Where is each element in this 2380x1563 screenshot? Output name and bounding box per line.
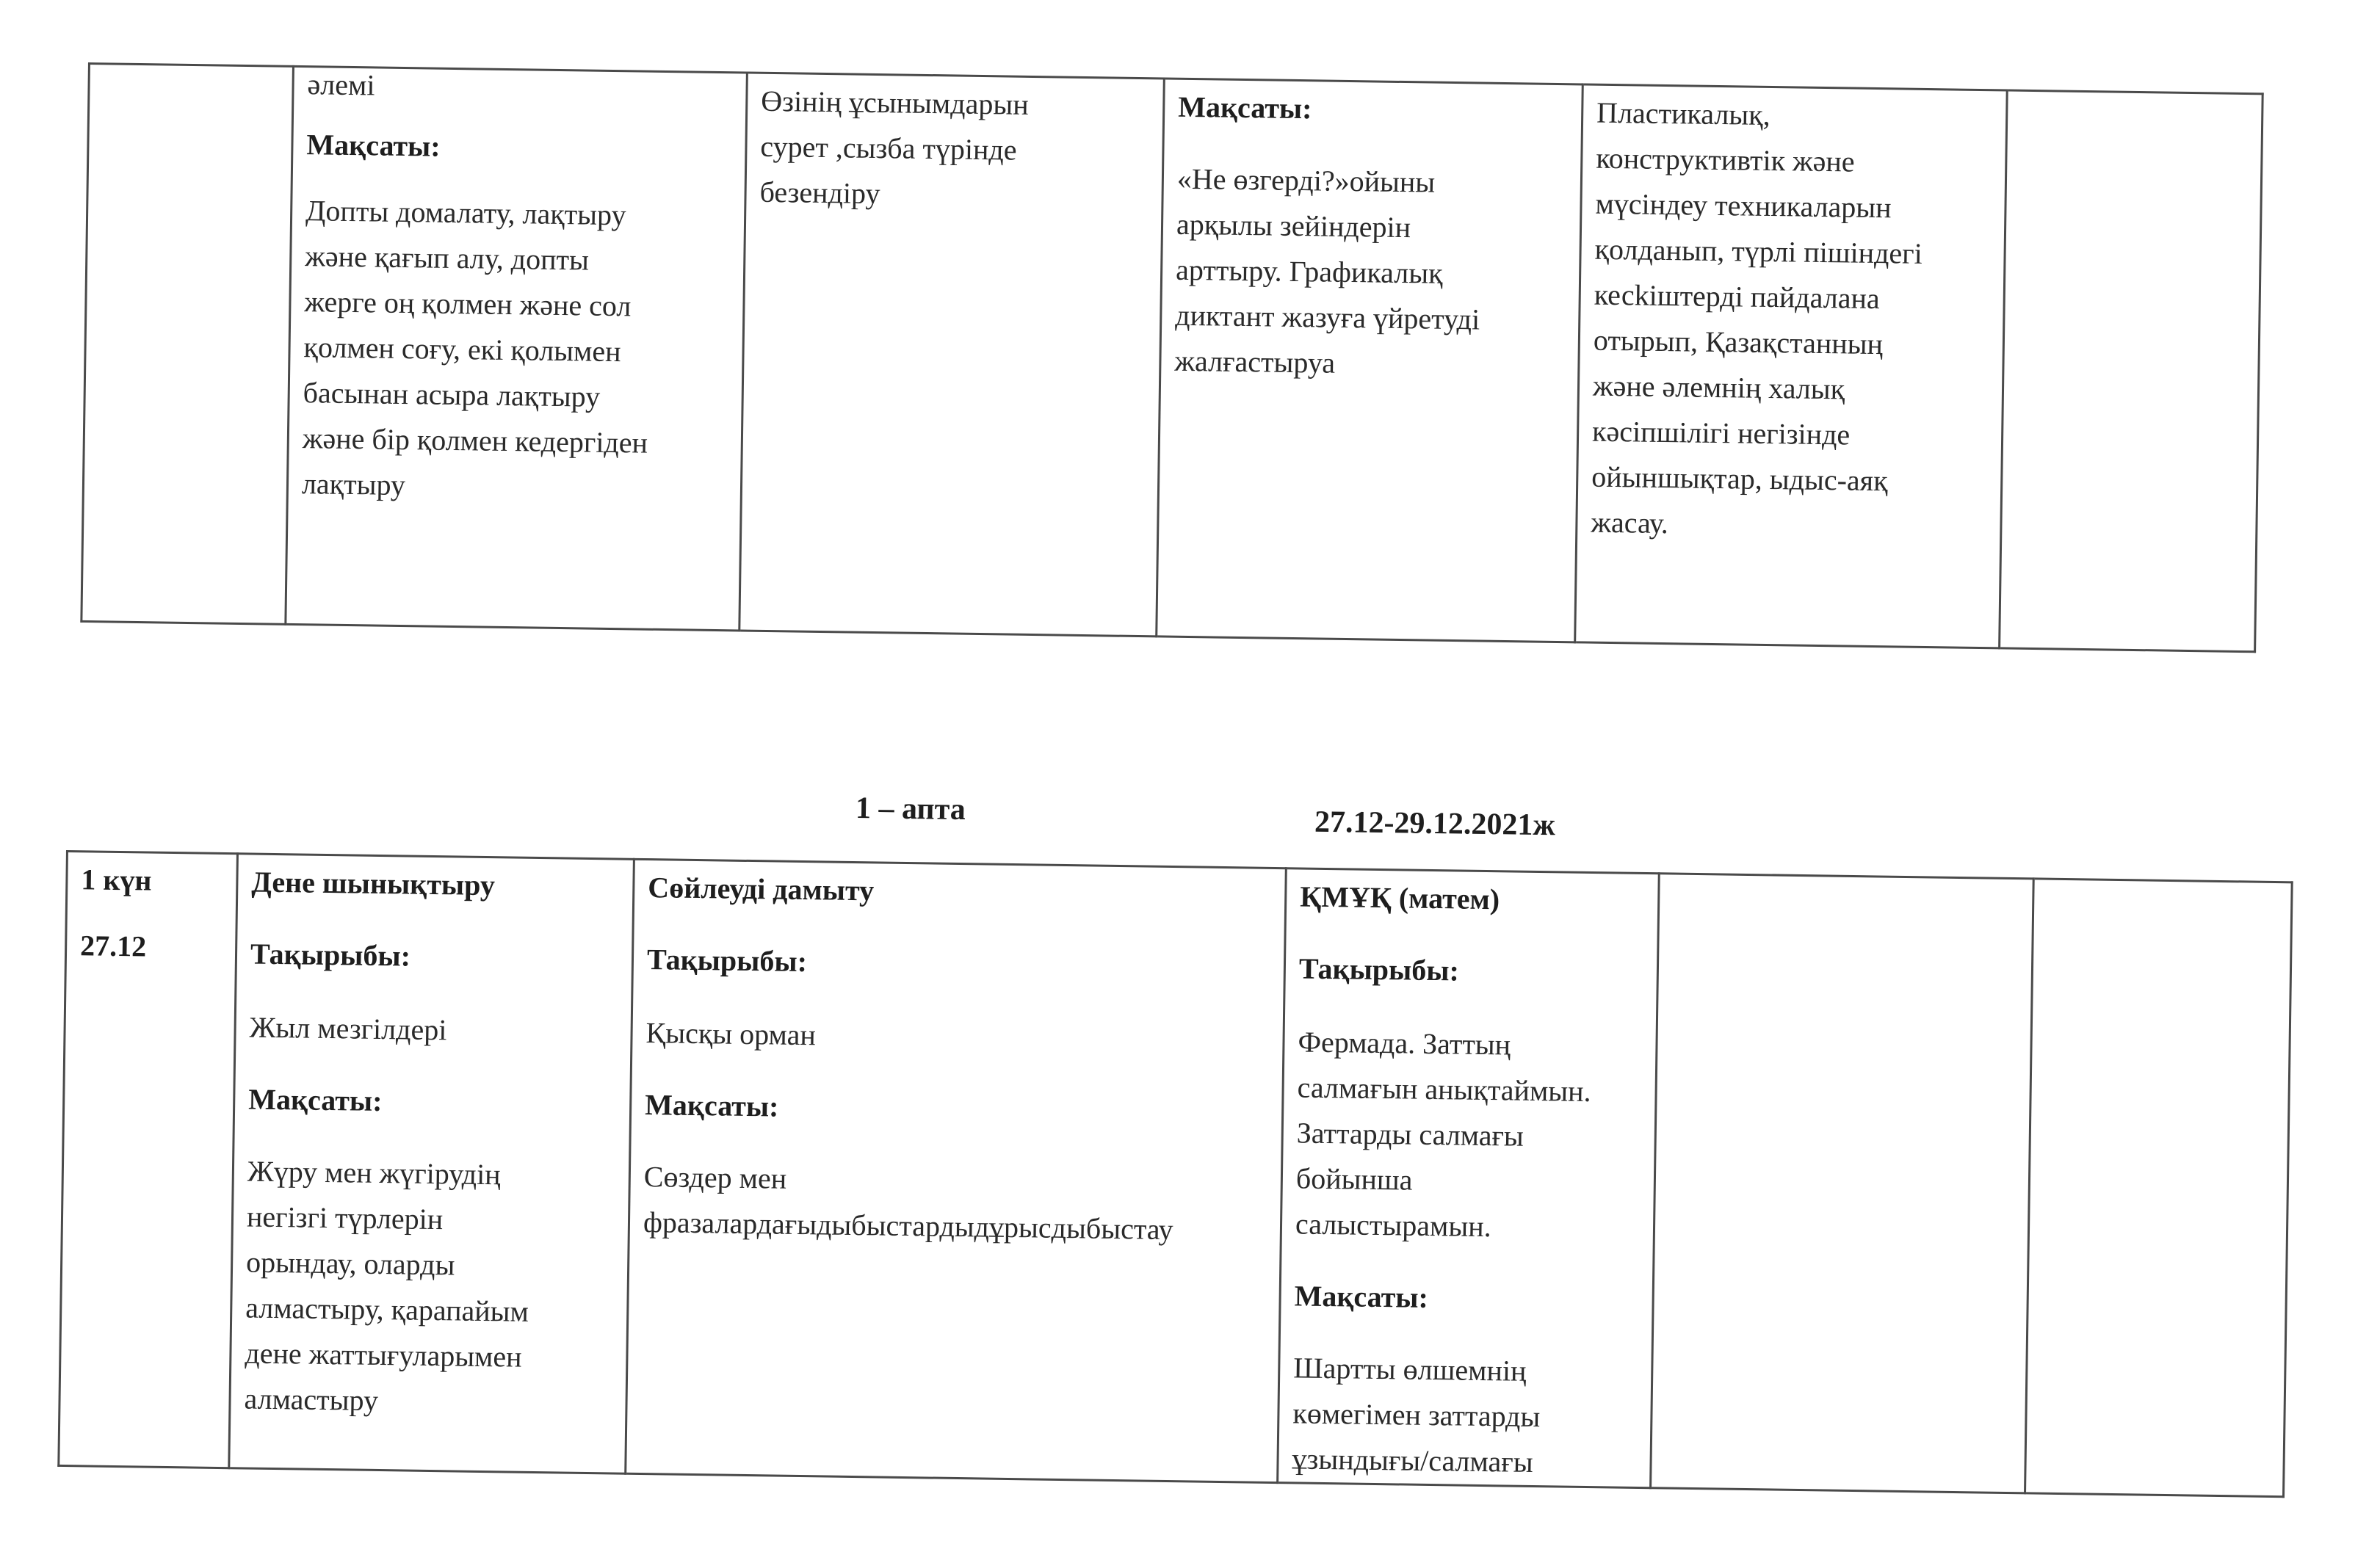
col4-topic-text: Фермада. Заттың салмағын анықтаймын. Заттарды салмағы бойынша салыстырамын.	[1295, 1025, 1591, 1244]
table-row	[82, 64, 2263, 652]
col2-topic-text: Жыл мезгілдері	[249, 1010, 447, 1047]
col3-topic-text: Қысқы орман	[645, 1016, 817, 1052]
top-cell-1	[82, 64, 294, 625]
subject-math: ҚМҰҚ (матем)	[1299, 880, 1500, 916]
col3-goal-text: Сөздер мен фразалардағыдыбыстардыдұрысдыбыстау	[643, 1160, 1173, 1247]
top-col2-intro: әлемі	[307, 68, 375, 102]
top-cell-6	[2000, 90, 2263, 652]
subject-speech-development: Сөйлеуді дамыту	[648, 871, 875, 907]
top-col4-goal-text: «Не өзгерді?»ойыны арқылы зейіндерін арттыру. Графикалық диктант жазуға үйретуді жалғастыруа	[1174, 162, 1480, 380]
col2-goal-label: Мақсаты:	[247, 1082, 383, 1118]
top-cell-5	[1575, 84, 2008, 648]
col4-goal-text: Шартты өлшемнің көмегімен заттарды ұзындығы/салмағы	[1292, 1351, 1541, 1479]
col4-topic-label: Тақырыбы:	[1298, 951, 1460, 987]
top-cell-4	[1157, 79, 1583, 642]
bottom-schedule-table	[57, 850, 2293, 1498]
top-cell-3	[739, 73, 1165, 637]
day-label: 1 күн	[81, 863, 152, 897]
top-col4-goal-label: Мақсаты:	[1177, 90, 1312, 126]
bottom-cell-3	[626, 859, 1287, 1482]
table-row	[59, 852, 2292, 1497]
top-col3-text: Өзінің ұсынымдарын сурет ,сызба түрінде безендіру	[759, 84, 1029, 211]
bottom-cell-1	[59, 852, 238, 1468]
top-schedule-table	[80, 62, 2263, 653]
top-cell-2	[286, 66, 748, 631]
col3-topic-label: Тақырыбы:	[646, 943, 808, 979]
col2-goal-text: Жүру мен жүгірудің негізгі түрлерін орындау, оларды алмастыру, қарапайым дене жаттығуларымен алмастыру	[244, 1154, 529, 1418]
top-col2-goal-text: Допты домалату, лақтыру және қағып алу, допты жерге оң қолмен және сол қолмен соғу, екі қолымен басынан асыра лақтыру және бір қолмен кедергіден лақтыру	[301, 194, 648, 502]
day-date: 27.12	[79, 929, 147, 963]
bottom-cell-5	[1651, 874, 2034, 1493]
col4-goal-label: Мақсаты:	[1294, 1279, 1429, 1314]
week-label: 1 – апта	[855, 791, 966, 827]
col2-topic-label: Тақырыбы:	[250, 937, 411, 973]
col3-goal-label: Мақсаты:	[644, 1088, 779, 1123]
top-col2-goal-label: Мақсаты:	[306, 128, 441, 163]
bottom-cell-4	[1278, 868, 1660, 1488]
bottom-cell-2	[229, 854, 634, 1473]
subject-physical-education: Дене шынықтыру	[251, 865, 496, 902]
top-col5-text: Пластикалық, конструктивтік және мүсіндеу техникаларын қолданып, түрлі пішіндегі кесkіштерді пайдалана отырып, Қазақстанның және әлемнің халық кәсіпшілігі негізінде ойыншықтар, ыдыс-аяқ жасау.	[1591, 95, 1923, 540]
date-range: 27.12-29.12.2021ж	[1314, 805, 1556, 843]
bottom-cell-6	[2025, 879, 2293, 1497]
